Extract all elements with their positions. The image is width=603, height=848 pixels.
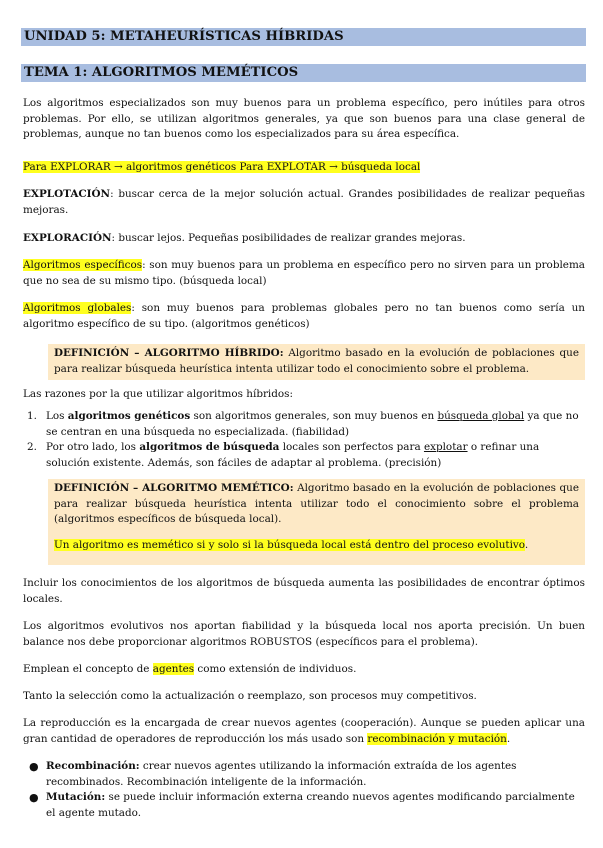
- definition-text: : buscar lejos. Pequeñas posibilidades de realizar grandes mejoras.: [111, 232, 466, 244]
- text: son algoritmos generales, son muy buenos en: [190, 410, 438, 422]
- text: .: [506, 732, 511, 745]
- bold-text: algoritmos genéticos: [67, 410, 191, 422]
- incluir-paragraph: Incluir los conocimientos de los algoritmos de búsqueda aumenta las posibilidades de encontrar óptimos locales.: [23, 577, 585, 605]
- unit-title: UNIDAD 5: METAHEURÍSTICAS HÍBRIDAS: [21, 28, 586, 46]
- definition-text: Algoritmo basado en la evolución de poblaciones que para realizar búsqueda heurística intenta utilizar todo el conocimiento sobre el problema.: [54, 347, 579, 375]
- operators-list: [23, 759, 585, 821]
- explotacion-paragraph: [23, 187, 585, 218]
- list-item: [23, 409, 585, 440]
- bullet-icon: ●: [29, 760, 39, 773]
- theme-title: TEMA 1: ALGORITMOS MEMÉTICOS: [21, 64, 586, 82]
- underlined-text: búsqueda global: [437, 410, 525, 422]
- definition-term: DEFINICIÓN – ALGORITMO MEMÉTICO:: [54, 482, 294, 494]
- text: Los: [46, 410, 68, 422]
- text: Por otro lado, los: [46, 441, 140, 453]
- text: .: [524, 538, 529, 551]
- evolutivos-paragraph: Los algoritmos evolutivos nos aportan fiabilidad y la búsqueda local nos aporta precisión. Un buen balance nos debe proporcionar algoritmos ROBUSTOS (específicos para el problema).: [23, 620, 585, 648]
- memetic-rule: [54, 538, 579, 554]
- exploracion-paragraph: [23, 231, 585, 247]
- text: La reproducción es la encargada de crear nuevos agentes (cooperación). Aunque se pueden aplicar una gran cantidad de operadores de reproducción los más usado son: [23, 717, 585, 745]
- term: EXPLOTACIÓN: [23, 188, 111, 200]
- definition-text: : son muy buenos para un problema en específico pero no sirven para un problema que no sea de su mismo tipo. (búsqueda local): [23, 259, 585, 287]
- intro-paragraph: Los algoritmos especializados son muy buenos para un problema específico, pero inútiles para otros problemas. Por ello, se utilizan algoritmos generales, ya que son buenos para una clase general de problemas, aunque no tan buenos como los especializados para su área específica.: [23, 97, 585, 140]
- highlighted-text: recombinación y mutación: [367, 732, 507, 745]
- seleccion-paragraph: Tanto la selección como la actualización o reemplazo, son procesos muy competitivos.: [23, 690, 477, 702]
- highlighted-text: Un algoritmo es memético si y solo si la búsqueda local está dentro del proceso evolutivo: [54, 538, 525, 551]
- list-item: [23, 790, 585, 821]
- text: locales son perfectos para: [279, 441, 424, 453]
- list-item: [23, 440, 585, 471]
- text: ya que no se centran en una búsqueda no especializada. (fiabilidad): [46, 410, 579, 438]
- text: como extensión de individuos.: [194, 663, 357, 675]
- bold-text: algoritmos de búsqueda: [139, 441, 280, 453]
- memetic-definition-box: [48, 479, 585, 565]
- text: se puede incluir información externa creando nuevos agentes modificando parcialmente el agente mutado.: [46, 791, 575, 819]
- agentes-paragraph: [23, 662, 585, 678]
- memetic-definition: [54, 481, 579, 528]
- list-number: 2.: [27, 441, 37, 453]
- hybrid-definition-box: [48, 344, 585, 380]
- reproduccion-paragraph: [23, 716, 585, 747]
- text: o refinar una solución existente. Además, son fáciles de adaptar al problema. (precisión): [46, 441, 540, 469]
- definition-text: : son muy buenos para problemas globales pero no tan buenos como sería un algoritmo específico de su tipo. (algoritmos genéticos): [23, 302, 585, 330]
- definition-text: Algoritmo basado en la evolución de poblaciones que para realizar búsqueda heurística intenta utilizar todo el conocimiento sobre el problema (algoritmos específicos de búsqueda local).: [54, 482, 579, 525]
- term: EXPLORACIÓN: [23, 232, 112, 244]
- definition-text: : buscar cerca de la mejor solución actual. Grandes posibilidades de realizar pequeñas mejoras.: [23, 188, 585, 216]
- list-item: [23, 759, 585, 790]
- explore-exploit-line: [23, 160, 585, 176]
- term: Algoritmos globales: [23, 302, 132, 314]
- bullet-icon: ●: [29, 791, 39, 804]
- bold-text: Mutación:: [46, 791, 106, 803]
- list-number: 1.: [27, 410, 37, 422]
- text: Emplean el concepto de: [23, 663, 153, 675]
- globales-paragraph: [23, 301, 585, 332]
- term: Algoritmos específicos: [23, 259, 143, 271]
- definition-term: DEFINICIÓN – ALGORITMO HÍBRIDO:: [54, 347, 284, 359]
- reasons-list: [23, 409, 585, 471]
- bold-text: Recombinación:: [46, 760, 140, 772]
- highlighted-text: Para EXPLORAR → algoritmos genéticos Para EXPLOTAR → búsqueda local: [23, 161, 421, 173]
- especificos-paragraph: [23, 258, 585, 289]
- underlined-text: explotar: [423, 441, 468, 453]
- text: crear nuevos agentes utilizando la información extraída de los agentes recombinados. Recombinación inteligente de la información.: [46, 760, 517, 788]
- highlighted-text: agentes: [152, 663, 195, 675]
- reasons-intro: Las razones por la que utilizar algoritmos híbridos:: [23, 388, 293, 400]
